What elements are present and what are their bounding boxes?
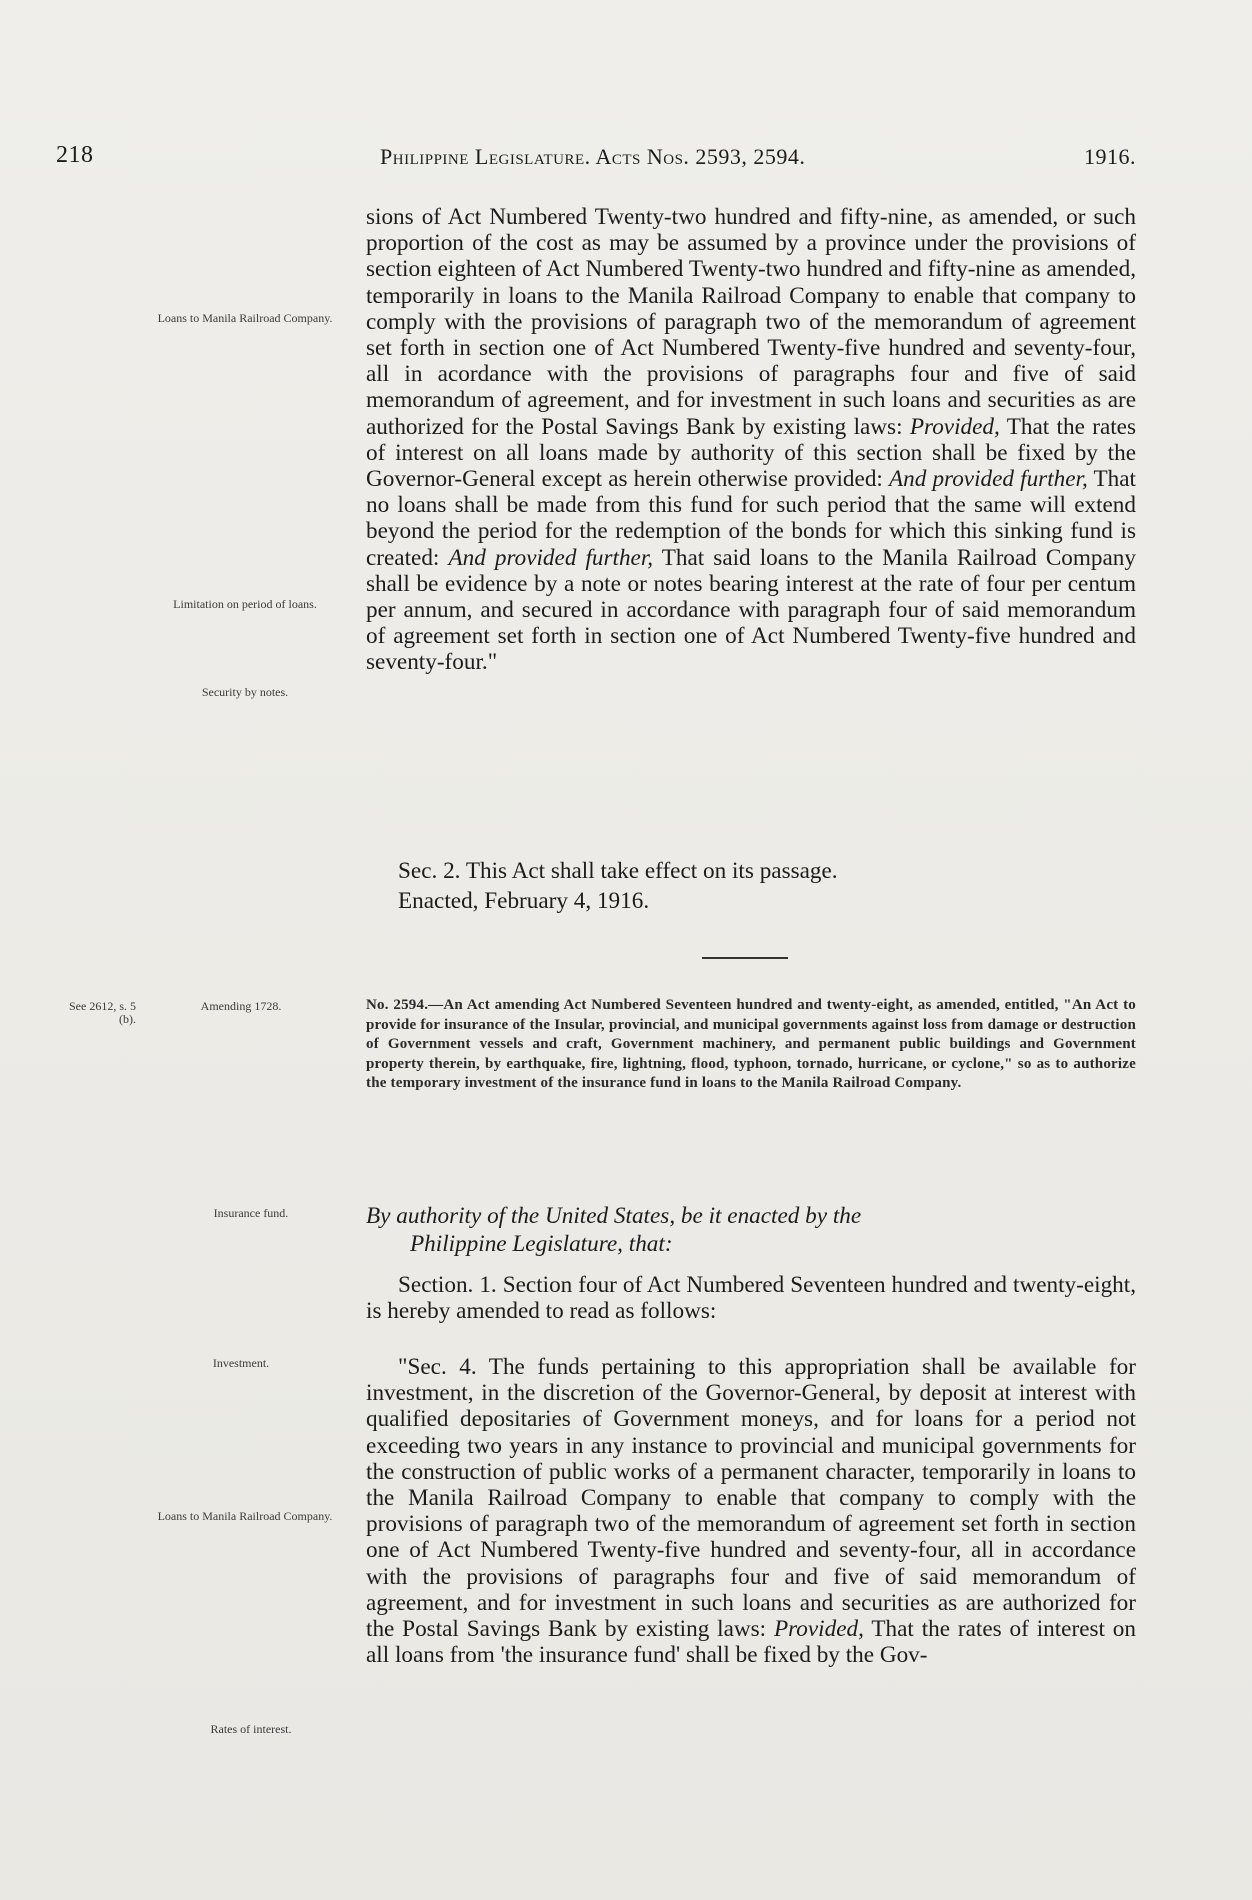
sec4-paragraph (366, 1354, 1136, 1668)
margin-note-loans-manila: Loans to Manila Railroad Company. (157, 311, 333, 325)
provided-1-text: That the rates of interest on all loans made by authority of this section shall be fixed by the Governor-General except as herein otherwise provided: (366, 413, 1136, 493)
margin-note-rates: Rates of interest. (210, 1722, 292, 1736)
margin-note-loans-manila-2: Loans to Manila Railroad Company. (157, 1509, 333, 1523)
margin-note-investment: Investment. (212, 1356, 270, 1370)
sec4-provided: Provided, (773, 1616, 864, 1643)
act-2593-enacted: Enacted, February 4, 1916. (398, 888, 650, 914)
act-2594-sec4 (366, 1354, 1136, 1668)
provided-3: And provided further, (448, 544, 654, 571)
provided-2: And provided further, (888, 466, 1088, 493)
sec4-provided-text: That the rates of interest on all loans from 'the insurance fund' shall be fixed by the Gov- (366, 1616, 1136, 1669)
margin-note-insurance-fund: Insurance fund. (213, 1206, 289, 1220)
enacting-clause (366, 1202, 1136, 1258)
act-2593-sec2: Sec. 2. This Act shall take effect on its passage. (398, 858, 838, 884)
act-2593-paragraph (366, 204, 1136, 676)
margin-note-amending: Amending 1728. (200, 999, 282, 1013)
section-divider (702, 957, 788, 959)
page-header (56, 142, 1136, 176)
margin-note-limitation: Limitation on period of loans. (173, 597, 317, 611)
provided-1: Provided, (909, 413, 1000, 440)
margin-note-security: Security by notes. (201, 685, 289, 699)
running-head: Philippine Legislature. Acts Nos. 2593, 2594. (380, 144, 806, 169)
running-year: 1916. (1084, 144, 1136, 169)
sec4-text: "Sec. 4. The funds pertaining to this appropriation shall be available for investment, in the discretion of the Governor-General, by deposit at interest with qualified depositaries of Government moneys, and for loans for a period not exceeding two years in any instance to provincial and municipal governments for the construction of public works of a permanent character, temporarily in loans to the Manila Railroad Company to enable that company to comply with the provisions of paragraph two of the memorandum of agreement set forth in section one of Act Numbered Twenty-five hundred and seventy-four, all in accordance with the provisions of paragraphs four and five of said memorandum of agreement, and for investment in such loans and securities as are authorized for the Postal Savings Bank by existing laws: (366, 1354, 1136, 1643)
provided-2-text: That no loans shall be made from this fund for such period that the same will extend beyond the period for the redemption of the bonds for which this sinking fund is created: (366, 466, 1136, 571)
enacting-line-2: Philippine Legislature, that: (410, 1231, 673, 1257)
act-2594-summary: No. 2594.—An Act amending Act Numbered Seventeen hundred and twenty-eight, as amended, entitled, "An Act to provide for insurance of the Insular, provincial, and municipal governments against loss from damage or destruction of Government vessels and craft, Government machinery, and permanent public buildings and Government property therein, by earthquake, fire, lightning, flood, typhoon, tornado, hurricane, or cyclone," so as to authorize the temporary investment of the insurance fund in loans to the Manila Railroad Company. (366, 997, 1136, 1091)
provided-3-text: That said loans to the Manila Railroad Company shall be evidence by a note or notes bearing interest at the rate of four per centum per annum, and secured in accordance with paragraph four of said memorandum of agreement set forth in section one of Act Numbered Twenty-five hundred and seventy-four." (366, 544, 1136, 676)
page-number: 218 (56, 142, 94, 168)
continuation-text: sions of Act Numbered Twenty-two hundred and fifty-nine, as amended, or such proportion of the cost as may be assumed by a province under the provisions of section eighteen of Act Numbered Twenty-two hundred and fifty-nine as amended, temporarily in loans to the Manila Railroad Company to enable that company to comply with the provisions of paragraph two of the memorandum of agreement set forth in section one of Act Numbered Twenty-five hundred and seventy-four, all in acordance with the provisions of paragraphs four and five of said memorandum of agreement, and for investment in such loans and securities as are authorized for the Postal Savings Bank by existing laws: (366, 204, 1136, 440)
margin-note-see: See 2612, s. 5 (b). (69, 999, 136, 1026)
enacting-line-1: By authority of the United States, be it enacted by the (366, 1203, 862, 1229)
act-2594-section1: Section. 1. Section four of Act Numbered Seventeen hundred and twenty-eight, is hereby amended to read as follows: (366, 1272, 1136, 1325)
act-2593-text (366, 204, 1136, 676)
